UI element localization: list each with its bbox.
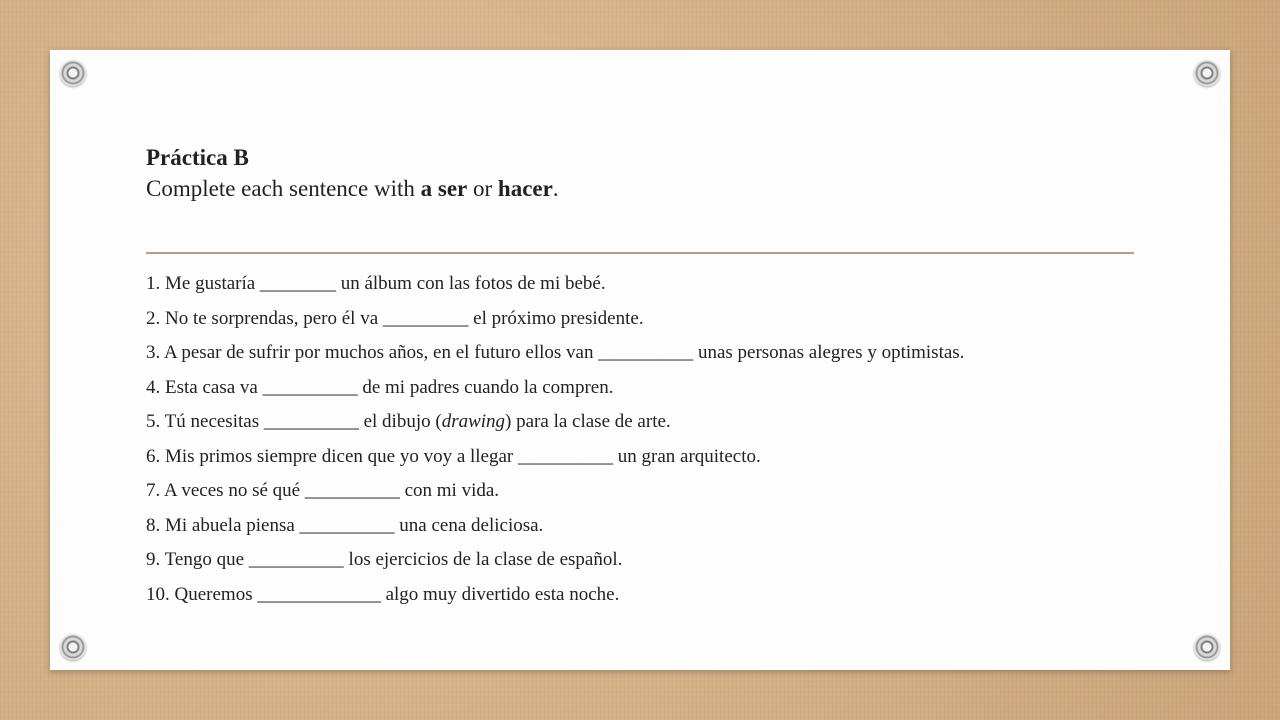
sentence-item: 10. Queremos _____________ algo muy divertido esta noche.: [146, 583, 620, 605]
sentence-item: 6. Mis primos siempre dicen que yo voy a llegar __________ un gran arquitecto.: [146, 445, 761, 467]
grommet-icon: [60, 634, 86, 660]
sentence-item: 3. A pesar de sufrir por muchos años, en el futuro ellos van __________ unas personas alegres y optimistas.: [146, 342, 965, 363]
sentence-item: [146, 405, 964, 440]
instructions: [146, 172, 559, 206]
sentence-italic: drawing: [441, 411, 506, 432]
sentence-item: 1. Me gustaría ________ un álbum con las fotos de mi bebé.: [146, 273, 606, 294]
option-hacer: hacer: [497, 176, 553, 201]
grommet-icon: [60, 60, 86, 86]
divider: [146, 252, 1134, 254]
title-block: [146, 144, 559, 206]
option-a-ser: a ser: [420, 176, 468, 201]
sentence-item: 2. No te sorprendas, pero él va _________ el próximo presidente.: [146, 307, 644, 329]
worksheet-paper: [50, 50, 1230, 670]
instruction-prefix: Complete each sentence with: [146, 176, 421, 201]
grommet-icon: [1194, 634, 1220, 660]
grommet-icon: [1194, 60, 1220, 86]
sentence-item: 9. Tengo que __________ los ejercicios de la clase de español.: [146, 549, 623, 570]
instruction-connector: or: [467, 176, 498, 201]
sentence-item: 4. Esta casa va __________ de mi padres cuando la compren.: [146, 376, 614, 398]
instruction-suffix: .: [552, 176, 559, 201]
sentence-part: 5. Tú necesitas __________ el dibujo (: [146, 411, 442, 432]
sentence-item: 7. A veces no sé qué __________ con mi vida.: [146, 480, 500, 501]
sentence-part: ) para la clase de arte.: [505, 411, 671, 432]
sentence-item: 8. Mi abuela piensa __________ una cena deliciosa.: [146, 514, 544, 536]
sentence-list: [146, 267, 964, 612]
page-title: Práctica B: [146, 145, 249, 170]
